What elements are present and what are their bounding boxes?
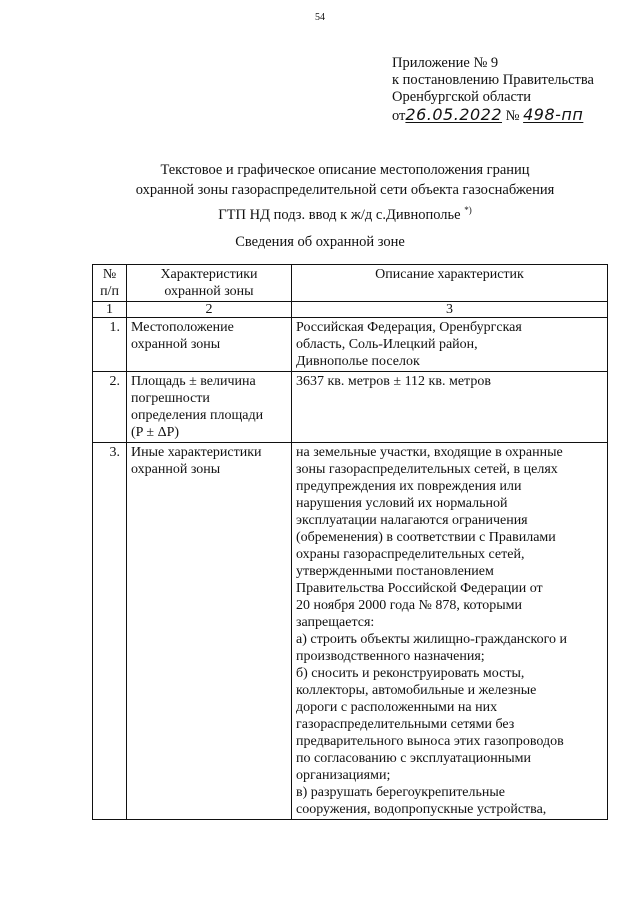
row-description: на земельные участки, входящие в охранные зоны газораспределительных сетей, в целях предупреждения их повреждения или нарушения условий их нормальной эксплуатации налагаются ограничения (обременения) в соответствии с Правилами охраны газораспределительных сетей, утвержденными постановлением Правительства Российской Федерации от 20 ноября 2000 года № 878, которыми запрещается: а) строить объекты жилищно-гражданского и производственного назначения; б) сносить и реконструировать мосты, коллекторы, автомобильные и железные дороги с расположенными на них газораспределительными сетями без предварительного выноса этих газопроводов по согласованию с эксплуатационными организациями; в) разрушать берегоукрепительные сооружения, водопропускные устройства,	[292, 443, 608, 820]
header-characteristics: Характеристики охранной зоны	[127, 265, 292, 302]
appendix-number-label: №	[505, 108, 520, 124]
table-row	[93, 318, 608, 372]
title-line-1: Текстовое и графическое описание местоположения границ	[160, 162, 530, 178]
appendix-number: 498-пп	[523, 105, 584, 124]
header-number: № п/п	[93, 265, 127, 302]
row-number: 2.	[93, 372, 127, 443]
row-characteristic: Местоположение охранной зоны	[127, 318, 292, 372]
table-header-row	[93, 265, 608, 302]
appendix-date-line	[392, 106, 594, 125]
appendix-date: 26.05.2022	[405, 105, 503, 124]
table-row	[93, 372, 608, 443]
header-description: Описание характеристик	[292, 265, 608, 302]
appendix-region: Оренбургской области	[392, 89, 532, 105]
document-title	[60, 160, 630, 225]
table-row	[93, 443, 608, 820]
section-title: Сведения об охранной зоне	[235, 234, 405, 250]
appendix-resolution: к постановлению Правительства	[392, 72, 594, 88]
row-description: Российская Федерация, Оренбургская область, Соль-Илецкий район, Дивнополье поселок	[292, 318, 608, 372]
appendix-from-label: от	[392, 108, 406, 124]
column-numbers-row	[93, 302, 608, 318]
row-description: 3637 кв. метров ± 112 кв. метров	[292, 372, 608, 443]
page-number: 54	[315, 12, 325, 23]
column-number-2: 2	[127, 302, 292, 318]
title-line-3	[60, 200, 630, 225]
zone-info-table	[92, 264, 608, 820]
appendix-title: Приложение № 9	[392, 55, 499, 71]
row-characteristic: Иные характеристики охранной зоны	[127, 443, 292, 820]
title-line-3-text: ГТП НД подз. ввод к ж/д с.Дивнополье	[218, 206, 461, 223]
column-number-1: 1	[93, 302, 127, 318]
title-line-2: охранной зоны газораспределительной сети объекта газоснабжения	[135, 182, 555, 198]
row-characteristic: Площадь ± величина погрешности определения площади (P ± ΔP)	[127, 372, 292, 443]
column-number-3: 3	[292, 302, 608, 318]
appendix-block	[392, 55, 594, 125]
row-number: 3.	[93, 443, 127, 820]
footnote-mark: *)	[464, 205, 472, 215]
row-number: 1.	[93, 318, 127, 372]
